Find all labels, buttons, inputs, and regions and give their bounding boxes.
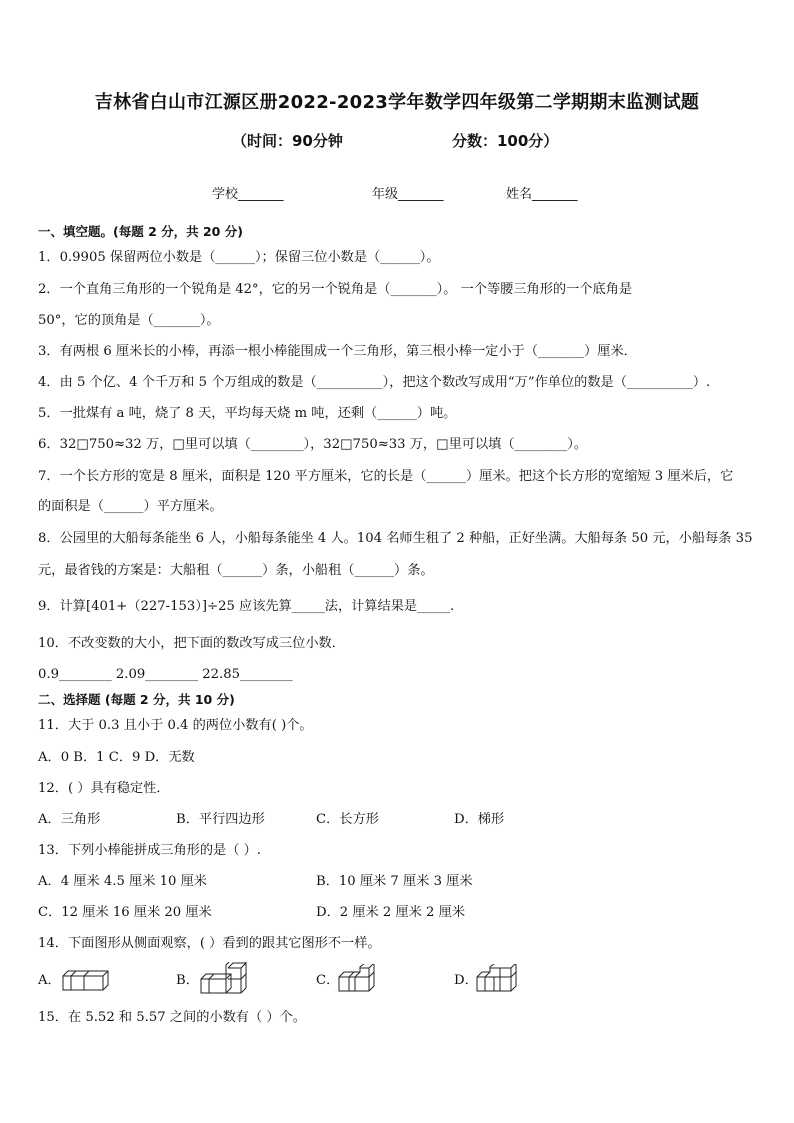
name-field: 姓名_______ — [506, 187, 578, 202]
question-12-option-c: C．长方形 — [316, 812, 379, 827]
question-14: 14．下面图形从侧面观察，( ）看到的跟其它图形不一样。 — [38, 936, 381, 951]
question-12-option-a: A．三角形 — [38, 812, 101, 827]
question-1: 1．0.9905 保留两位小数是（______）；保留三位小数是（______）。 — [38, 250, 440, 265]
question-2-line-2: 50°，它的顶角是（_______）。 — [38, 313, 220, 328]
question-5: 5．一批煤有 a 吨，烧了 8 天，平均每天烧 m 吨，还剩（______）吨。 — [38, 406, 457, 421]
school-field: 学校_______ — [212, 187, 284, 202]
question-9: 9．计算[401+（227-153）]÷25 应该先算_____法，计算结果是_____. — [38, 599, 455, 614]
question-3: 3．有两根 6 厘米长的小棒，再添一根小棒能围成一个三角形，第三根小棒一定小于（_______）厘米． — [38, 344, 637, 359]
question-14-option-d: D． — [454, 973, 478, 988]
question-12-option-d: D．梯形 — [454, 812, 505, 827]
question-13-option-d: D．2 厘米 2 厘米 2 厘米 — [316, 905, 466, 920]
question-14-option-b: B． — [176, 973, 199, 988]
question-11-options: A．0 B．1 C．9 D．无数 — [38, 750, 195, 765]
question-13: 13．下列小棒能拼成三角形的是（ ）. — [38, 843, 261, 858]
question-13-option-c: C．12 厘米 16 厘米 20 厘米 — [38, 905, 212, 920]
section-2-heading: 二、选择题 (每题 2 分，共 10 分) — [38, 692, 235, 707]
question-14-option-a: A． — [38, 973, 61, 988]
page-title: 吉林省白山市江源区册2022-2023学年数学四年级第二学期期末监测试题 — [94, 92, 700, 113]
question-8-line-2: 元，最省钱的方案是：大船租（______）条，小船租（______）条。 — [38, 563, 434, 578]
question-12: 12．( ）具有稳定性． — [38, 781, 170, 796]
question-7-line-2: 的面积是（______）平方厘米。 — [38, 499, 223, 514]
question-13-option-b: B．10 厘米 7 厘米 3 厘米 — [316, 874, 473, 889]
exam-time: （时间：90分钟 — [232, 132, 343, 150]
question-10-items: 0.9________ 2.09________ 22.85________ — [38, 667, 293, 682]
section-1-heading: 一、填空题。(每题 2 分，共 20 分) — [38, 224, 243, 239]
question-13-option-a: A．4 厘米 4.5 厘米 10 厘米 — [38, 874, 207, 889]
question-10: 10．不改变数的大小，把下面的数改写成三位小数． — [38, 636, 345, 651]
question-14-option-c: C． — [316, 973, 340, 988]
question-11: 11．大于 0.3 且小于 0.4 的两位小数有( )个。 — [38, 718, 313, 733]
question-8-line-1: 8．公园里的大船每条能坐 6 人，小船每条能坐 4 人。104 名师生租了 2 种船，正好坐满。大船每条 50 元，小船每条 35 — [38, 531, 753, 546]
question-12-option-b: B．平行四边形 — [176, 812, 265, 827]
question-15: 15．在 5.52 和 5.57 之间的小数有（ ）个。 — [38, 1010, 306, 1025]
exam-score: 分数：100分） — [452, 132, 559, 150]
question-2-line-1: 2．一个直角三角形的一个锐角是 42°，它的另一个锐角是（_______）。 一个等腰三角形的一个底角是 — [38, 282, 633, 297]
question-14-figure-c — [336, 964, 378, 994]
question-14-figure-d — [474, 964, 520, 994]
question-4: 4．由 5 个亿、4 个千万和 5 个万组成的数是（__________），把这个数改写成用“万”作单位的数是（__________）. — [38, 375, 711, 390]
question-14-figure-b — [198, 962, 250, 996]
question-7-line-1: 7．一个长方形的宽是 8 厘米，面积是 120 平方厘米，它的长是（______）厘米。把这个长方形的宽缩短 3 厘米后，它 — [38, 469, 734, 484]
grade-field: 年级_______ — [372, 187, 444, 202]
question-6: 6．32□750≈32 万，□里可以填（________），32□750≈33 万，□里可以填（________）。 — [38, 437, 588, 452]
question-14-figure-a — [60, 967, 112, 993]
